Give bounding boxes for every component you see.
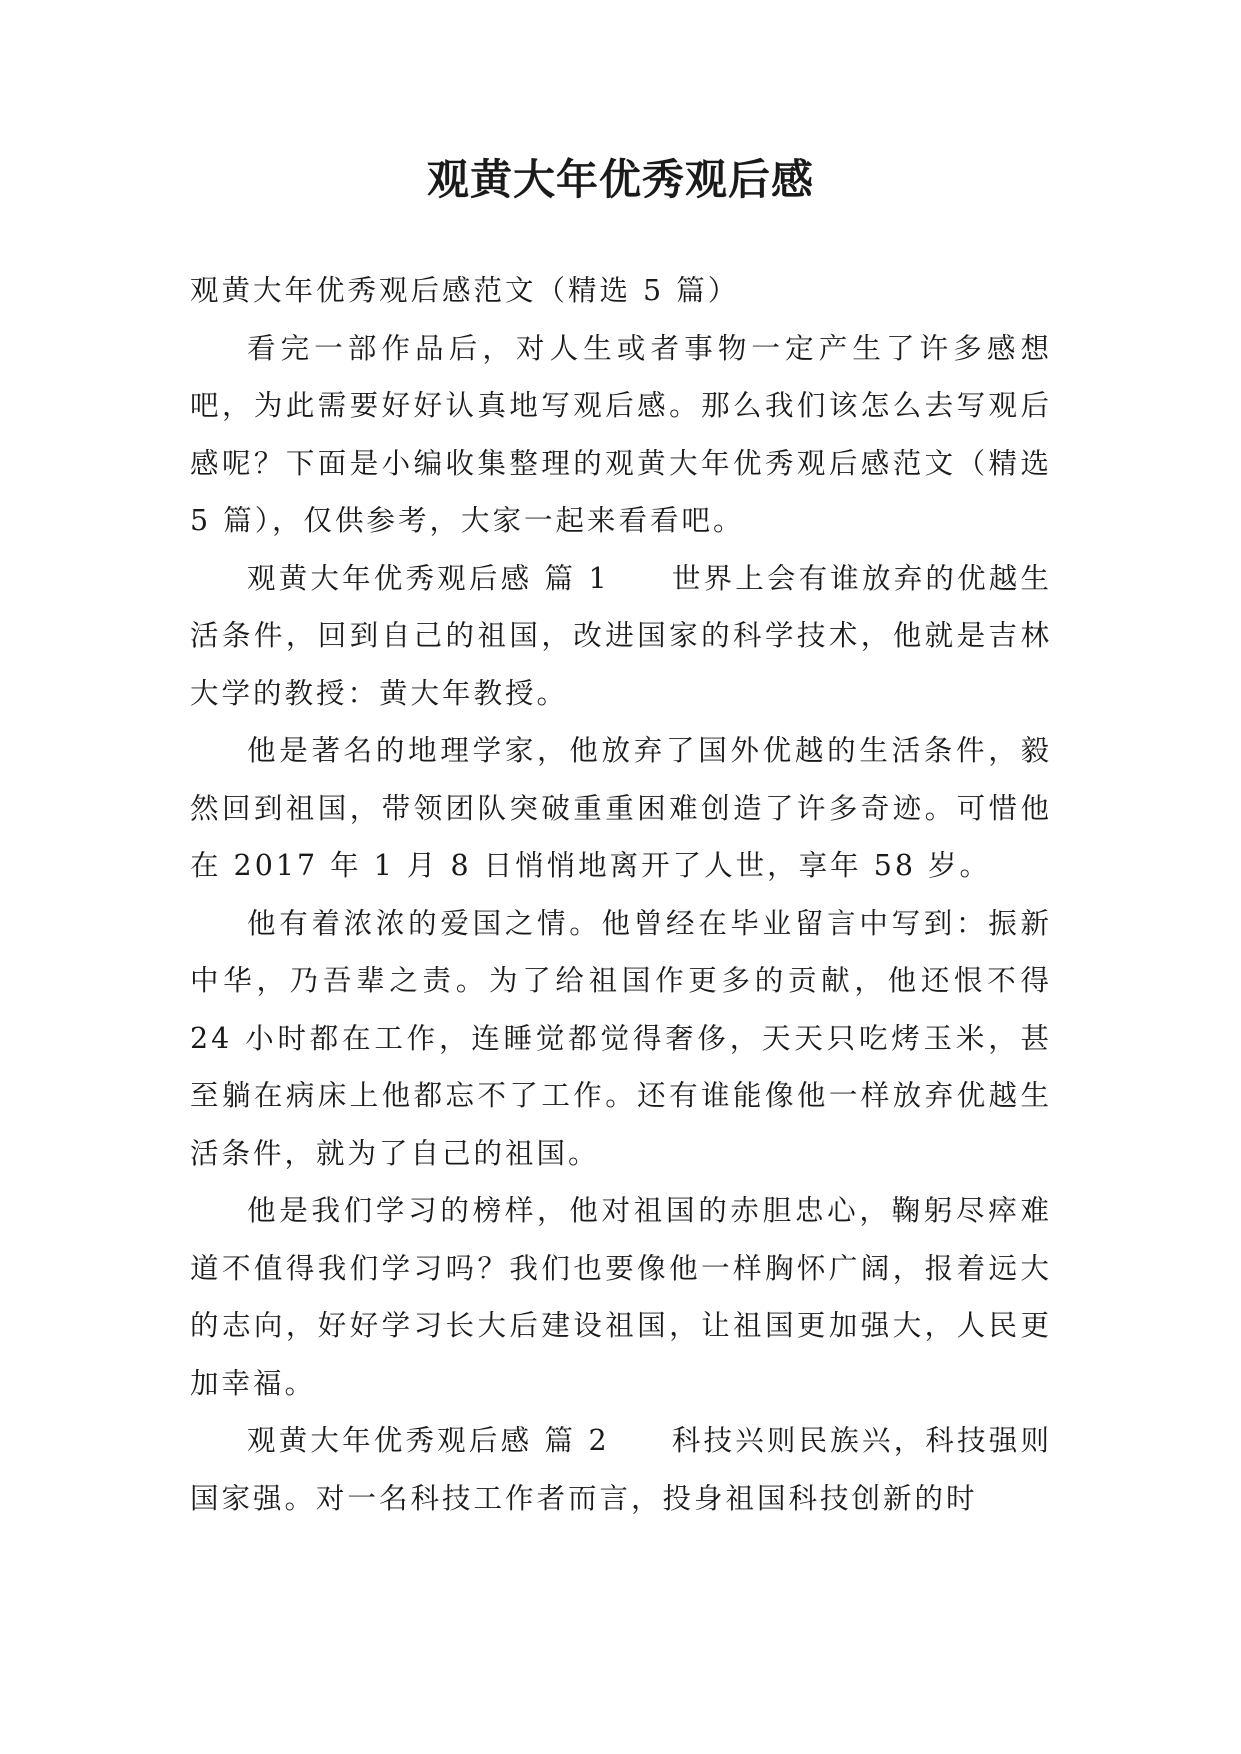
intro-paragraph: 看完一部作品后，对人生或者事物一定产生了许多感想吧，为此需要好好认真地写观后感。那么我们该怎么去写观后感呢？下面是小编收集整理的观黄大年优秀观后感范文（精选 5 篇），仅供参考，大家一起来看看吧。 (190, 331, 1052, 537)
document-subtitle: 观黄大年优秀观后感范文（精选 5 篇） (190, 274, 740, 307)
document-title: 观黄大年优秀观后感 (426, 155, 814, 204)
section-1-body-paragraph-2: 他有着浓浓的爱国之情。他曾经在毕业留言中写到：振新中华，乃吾辈之责。为了给祖国作更多的贡献，他还恨不得 24 小时都在工作，连睡觉都觉得奢侈，天天只吃烤玉米，甚至躺在病床上他都忘不了工作。还有谁能像他一样放弃优越生活条件，就为了自己的祖国。 (190, 906, 1052, 1170)
section-1-body-paragraph-3: 他是我们学习的榜样，他对祖国的赤胆忠心，鞠躬尽瘁难道不值得我们学习吗？我们也要像他一样胸怀广阔，报着远大的志向，好好学习长大后建设祖国，让祖国更加强大，人民更加幸福。 (190, 1194, 1052, 1400)
section-1-body-paragraph-1: 他是著名的地理学家，他放弃了国外优越的生活条件，毅然回到祖国，带领团队突破重重困难创造了许多奇迹。可惜他在 2017 年 1 月 8 日悄悄地离开了人世，享年 58 岁。 (190, 734, 1052, 882)
section-2-paragraph (190, 1412, 1052, 1527)
document-body (190, 262, 1052, 1527)
section-1-paragraph (190, 550, 1052, 723)
section-2-heading: 观黄大年优秀观后感 篇 2 (247, 1424, 610, 1457)
section-2-lead: 科技兴则民族兴，科技强则国家强。对一名科技工作者而言，投身祖国科技创新的时 (190, 1424, 1052, 1515)
section-1-lead: 世界上会有谁放弃的优越生活条件，回到自己的祖国，改进国家的科学技术，他就是吉林大学的教授：黄大年教授。 (190, 561, 1052, 710)
section-1-heading: 观黄大年优秀观后感 篇 1 (247, 561, 610, 595)
